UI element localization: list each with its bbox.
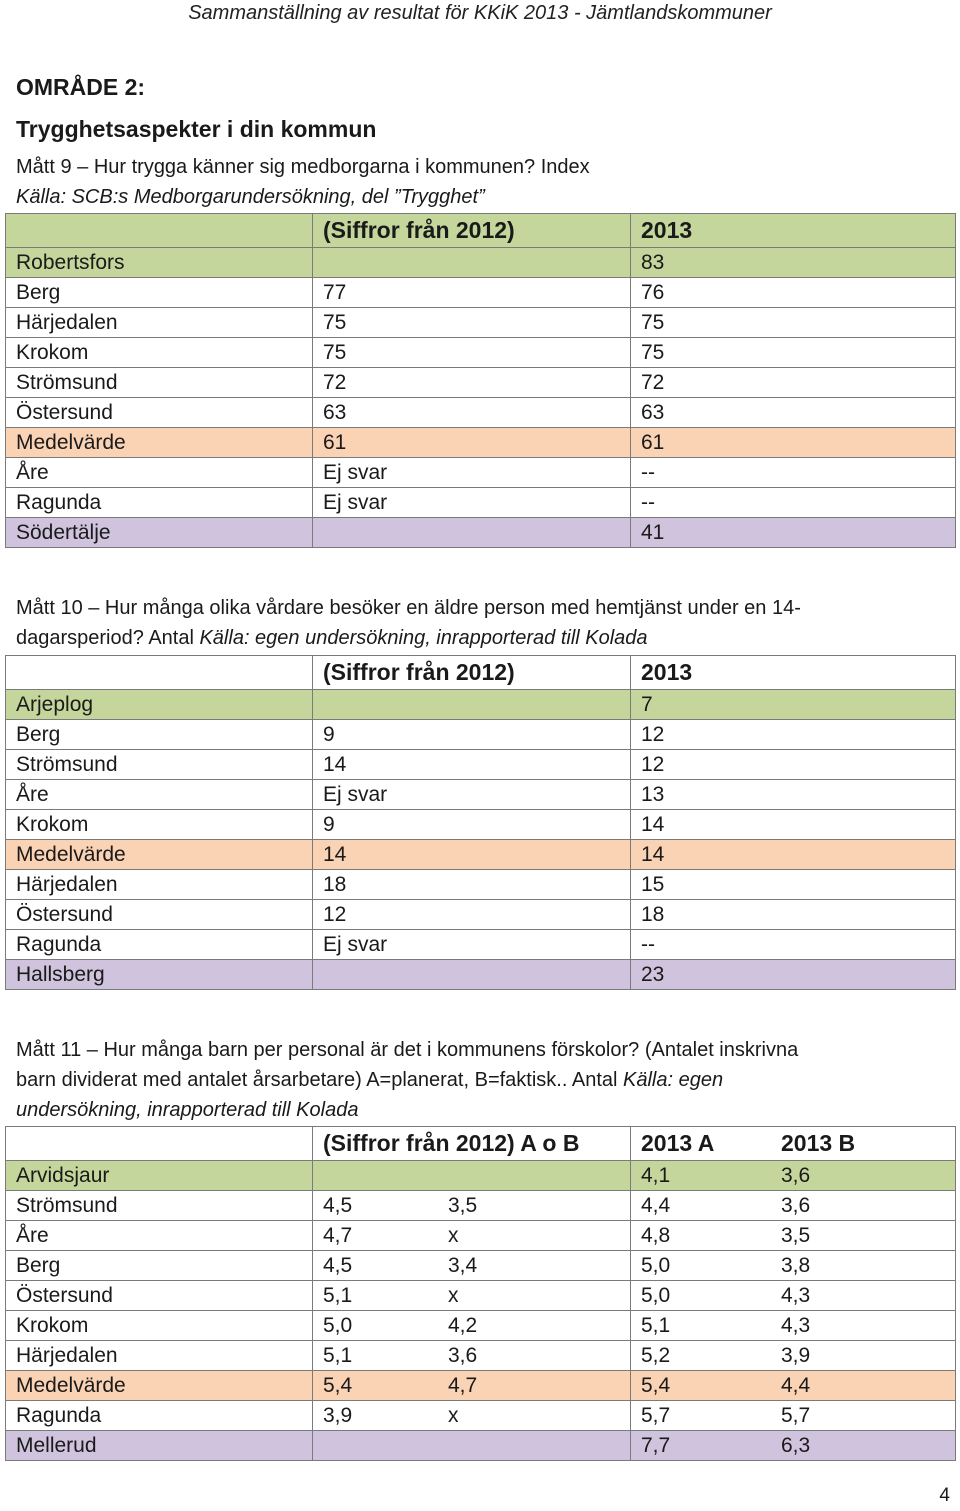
value-2013-cell bbox=[631, 1311, 956, 1341]
value-2012-a: 4,7 bbox=[323, 1224, 353, 1247]
table-row bbox=[6, 458, 956, 488]
municipality-cell: Ragunda bbox=[6, 488, 313, 518]
value-2012-cell: 12 bbox=[313, 900, 631, 930]
table-row bbox=[6, 398, 956, 428]
m11-question-line3 bbox=[16, 1095, 936, 1125]
value-2012-b: 4,7 bbox=[448, 1374, 478, 1397]
municipality-cell: Berg bbox=[6, 278, 313, 308]
value-2012-cell: Ej svar bbox=[313, 780, 631, 810]
value-2013-cell: 14 bbox=[631, 810, 956, 840]
m11-header-2013b: 2013 B bbox=[781, 1130, 856, 1156]
value-2013-cell: 13 bbox=[631, 780, 956, 810]
m11-header-2013a: 2013 A bbox=[641, 1130, 715, 1156]
m10-header-row bbox=[6, 656, 956, 690]
area-subtitle: Trygghetsaspekter i din kommun bbox=[16, 116, 377, 142]
value-2012-b: x bbox=[448, 1284, 459, 1307]
value-2012-cell bbox=[313, 960, 631, 990]
value-2013-a: 5,2 bbox=[641, 1344, 671, 1367]
value-2013-a: 5,0 bbox=[641, 1284, 671, 1307]
value-2012-b: x bbox=[448, 1404, 459, 1427]
m9-table bbox=[5, 213, 956, 548]
table-row bbox=[6, 278, 956, 308]
table-row bbox=[6, 518, 956, 548]
municipality-cell: Östersund bbox=[6, 1281, 313, 1311]
m11-header-empty bbox=[6, 1127, 313, 1161]
table-row bbox=[6, 1221, 956, 1251]
table-row bbox=[6, 248, 956, 278]
municipality-cell: Krokom bbox=[6, 810, 313, 840]
value-2013-cell bbox=[631, 1221, 956, 1251]
value-2012-cell: Ej svar bbox=[313, 930, 631, 960]
value-2012-b: 3,6 bbox=[448, 1344, 478, 1367]
municipality-cell: Berg bbox=[6, 720, 313, 750]
value-2012-a: 4,5 bbox=[323, 1254, 353, 1277]
value-2013-cell: 15 bbox=[631, 870, 956, 900]
table-row bbox=[6, 810, 956, 840]
m11-header-prev: (Siffror från 2012) A o B bbox=[313, 1127, 631, 1161]
value-2013-cell bbox=[631, 1371, 956, 1401]
value-2013-cell: 18 bbox=[631, 900, 956, 930]
table-row bbox=[6, 1281, 956, 1311]
value-2012-b: 3,4 bbox=[448, 1254, 478, 1277]
m11-source-part2: undersökning, inrapporterad till Kolada bbox=[16, 1099, 359, 1121]
table-row bbox=[6, 870, 956, 900]
municipality-cell: Härjedalen bbox=[6, 1341, 313, 1371]
value-2012-cell bbox=[313, 248, 631, 278]
municipality-cell: Berg bbox=[6, 1251, 313, 1281]
value-2013-cell bbox=[631, 1341, 956, 1371]
value-2013-cell bbox=[631, 1431, 956, 1461]
m10-header-empty bbox=[6, 656, 313, 690]
page-number: 4 bbox=[939, 1485, 950, 1506]
table-row bbox=[6, 930, 956, 960]
area-title: OMRÅDE 2: bbox=[16, 74, 146, 100]
value-2012-cell bbox=[313, 1371, 631, 1401]
value-2013-a: 4,1 bbox=[641, 1164, 671, 1187]
value-2013-a: 4,4 bbox=[641, 1194, 671, 1217]
value-2013-cell bbox=[631, 1191, 956, 1221]
value-2013-cell: 75 bbox=[631, 338, 956, 368]
table-row bbox=[6, 1161, 956, 1191]
value-2013-b: 6,3 bbox=[781, 1434, 811, 1457]
table-row bbox=[6, 1191, 956, 1221]
municipality-cell: Södertälje bbox=[6, 518, 313, 548]
value-2012-cell: 72 bbox=[313, 368, 631, 398]
table-row bbox=[6, 368, 956, 398]
table-row bbox=[6, 1371, 956, 1401]
m11-question-line1: Mått 11 – Hur många barn per personal är det i kommunens förskolor? (Antalet inskrivna bbox=[16, 1039, 799, 1061]
value-2013-a: 5,1 bbox=[641, 1314, 671, 1337]
municipality-cell: Strömsund bbox=[6, 368, 313, 398]
value-2012-a: 3,9 bbox=[323, 1404, 353, 1427]
m9-question: Mått 9 – Hur trygga känner sig medborgarna i kommunen? Index bbox=[16, 156, 590, 178]
value-2012-cell: 18 bbox=[313, 870, 631, 900]
value-2013-b: 5,7 bbox=[781, 1404, 811, 1427]
value-2013-cell: 14 bbox=[631, 840, 956, 870]
table-row bbox=[6, 840, 956, 870]
municipality-cell: Ragunda bbox=[6, 930, 313, 960]
value-2013-cell: 63 bbox=[631, 398, 956, 428]
municipality-cell: Strömsund bbox=[6, 750, 313, 780]
m9-source-line bbox=[16, 182, 936, 212]
municipality-cell: Arjeplog bbox=[6, 690, 313, 720]
value-2013-b: 4,3 bbox=[781, 1284, 811, 1307]
value-2013-b: 3,5 bbox=[781, 1224, 811, 1247]
table-row bbox=[6, 488, 956, 518]
value-2013-cell bbox=[631, 1251, 956, 1281]
municipality-cell: Medelvärde bbox=[6, 840, 313, 870]
m10-header-2013: 2013 bbox=[631, 656, 956, 690]
value-2012-cell bbox=[313, 1311, 631, 1341]
m9-header-empty bbox=[6, 214, 313, 248]
value-2012-cell: Ej svar bbox=[313, 458, 631, 488]
value-2012-cell: 75 bbox=[313, 338, 631, 368]
m10-source: Källa: egen undersökning, inrapporterad till Kolada bbox=[199, 627, 648, 649]
value-2012-a: 5,1 bbox=[323, 1344, 353, 1367]
value-2012-a: 4,5 bbox=[323, 1194, 353, 1217]
value-2012-b: 4,2 bbox=[448, 1314, 478, 1337]
m11-header-2013 bbox=[631, 1127, 956, 1161]
value-2012-cell: 9 bbox=[313, 810, 631, 840]
value-2012-cell bbox=[313, 1161, 631, 1191]
value-2013-cell: 7 bbox=[631, 690, 956, 720]
value-2012-cell: 14 bbox=[313, 840, 631, 870]
m10-question-line1: Mått 10 – Hur många olika vårdare besöker en äldre person med hemtjänst under en 14- bbox=[16, 597, 801, 619]
municipality-cell: Medelvärde bbox=[6, 1371, 313, 1401]
value-2012-a: 5,0 bbox=[323, 1314, 353, 1337]
value-2013-b: 3,8 bbox=[781, 1254, 811, 1277]
m9-header-prev: (Siffror från 2012) bbox=[313, 214, 631, 248]
value-2013-cell: -- bbox=[631, 458, 956, 488]
value-2013-a: 7,7 bbox=[641, 1434, 671, 1457]
municipality-cell: Härjedalen bbox=[6, 870, 313, 900]
table-row bbox=[6, 1401, 956, 1431]
value-2012-cell bbox=[313, 518, 631, 548]
value-2012-cell bbox=[313, 1251, 631, 1281]
municipality-cell: Östersund bbox=[6, 900, 313, 930]
municipality-cell: Åre bbox=[6, 1221, 313, 1251]
value-2012-cell bbox=[313, 1191, 631, 1221]
m11-table bbox=[5, 1126, 956, 1461]
value-2012-cell bbox=[313, 1221, 631, 1251]
value-2013-cell bbox=[631, 1281, 956, 1311]
table-row bbox=[6, 720, 956, 750]
municipality-cell: Hallsberg bbox=[6, 960, 313, 990]
municipality-cell: Strömsund bbox=[6, 1191, 313, 1221]
value-2013-cell bbox=[631, 1401, 956, 1431]
table-row bbox=[6, 1341, 956, 1371]
m9-header-2013: 2013 bbox=[631, 214, 956, 248]
value-2013-b: 3,9 bbox=[781, 1344, 811, 1367]
municipality-cell: Åre bbox=[6, 780, 313, 810]
municipality-cell: Mellerud bbox=[6, 1431, 313, 1461]
table-row bbox=[6, 690, 956, 720]
value-2013-cell: 12 bbox=[631, 750, 956, 780]
value-2012-cell: 77 bbox=[313, 278, 631, 308]
value-2012-cell: 61 bbox=[313, 428, 631, 458]
table-row bbox=[6, 338, 956, 368]
value-2012-b: x bbox=[448, 1224, 459, 1247]
value-2013-cell: 61 bbox=[631, 428, 956, 458]
municipality-cell: Medelvärde bbox=[6, 428, 313, 458]
value-2013-cell: 76 bbox=[631, 278, 956, 308]
document-header: Sammanställning av resultat för KKiK 2013 - Jämtlandskommuner bbox=[188, 2, 772, 24]
municipality-cell: Krokom bbox=[6, 1311, 313, 1341]
value-2013-b: 3,6 bbox=[781, 1194, 811, 1217]
table-row bbox=[6, 1431, 956, 1461]
municipality-cell: Krokom bbox=[6, 338, 313, 368]
value-2012-cell: 14 bbox=[313, 750, 631, 780]
value-2012-b: 3,5 bbox=[448, 1194, 478, 1217]
table-row bbox=[6, 900, 956, 930]
table-row bbox=[6, 960, 956, 990]
municipality-cell: Åre bbox=[6, 458, 313, 488]
value-2013-a: 4,8 bbox=[641, 1224, 671, 1247]
value-2013-cell: -- bbox=[631, 488, 956, 518]
m10-question-line2 bbox=[16, 623, 936, 653]
table-row bbox=[6, 780, 956, 810]
value-2013-b: 4,4 bbox=[781, 1374, 811, 1397]
m9-header-row bbox=[6, 214, 956, 248]
value-2013-cell: 83 bbox=[631, 248, 956, 278]
table-row bbox=[6, 308, 956, 338]
table-row bbox=[6, 1311, 956, 1341]
municipality-cell: Östersund bbox=[6, 398, 313, 428]
value-2013-cell: 75 bbox=[631, 308, 956, 338]
m10-header-prev: (Siffror från 2012) bbox=[313, 656, 631, 690]
m11-question-plain: barn dividerat med antalet årsarbetare) A=planerat, B=faktisk.. Antal bbox=[16, 1069, 624, 1091]
table-row bbox=[6, 750, 956, 780]
value-2012-cell bbox=[313, 1341, 631, 1371]
value-2012-cell bbox=[313, 1401, 631, 1431]
municipality-cell: Arvidsjaur bbox=[6, 1161, 313, 1191]
value-2013-cell: 41 bbox=[631, 518, 956, 548]
value-2012-cell: Ej svar bbox=[313, 488, 631, 518]
value-2013-cell: -- bbox=[631, 930, 956, 960]
m10-table bbox=[5, 655, 956, 990]
value-2013-a: 5,0 bbox=[641, 1254, 671, 1277]
value-2013-a: 5,4 bbox=[641, 1374, 671, 1397]
value-2013-cell: 72 bbox=[631, 368, 956, 398]
municipality-cell: Robertsfors bbox=[6, 248, 313, 278]
table-row bbox=[6, 1251, 956, 1281]
value-2013-b: 4,3 bbox=[781, 1314, 811, 1337]
m9-source: Källa: SCB:s Medborgarundersökning, del ”Trygghet” bbox=[16, 186, 485, 208]
value-2012-cell bbox=[313, 1281, 631, 1311]
value-2012-cell: 75 bbox=[313, 308, 631, 338]
municipality-cell: Ragunda bbox=[6, 1401, 313, 1431]
table-row bbox=[6, 428, 956, 458]
value-2012-cell: 9 bbox=[313, 720, 631, 750]
value-2012-cell bbox=[313, 1431, 631, 1461]
value-2012-cell bbox=[313, 690, 631, 720]
m10-question-plain: dagarsperiod? Antal bbox=[16, 627, 200, 649]
m11-header-row bbox=[6, 1127, 956, 1161]
municipality-cell: Härjedalen bbox=[6, 308, 313, 338]
value-2012-a: 5,4 bbox=[323, 1374, 353, 1397]
value-2013-cell bbox=[631, 1161, 956, 1191]
m11-source-part1: Källa: egen bbox=[623, 1069, 724, 1091]
value-2013-b: 3,6 bbox=[781, 1164, 811, 1187]
value-2012-cell: 63 bbox=[313, 398, 631, 428]
value-2013-a: 5,7 bbox=[641, 1404, 671, 1427]
value-2013-cell: 12 bbox=[631, 720, 956, 750]
value-2012-a: 5,1 bbox=[323, 1284, 353, 1307]
m11-question-line2 bbox=[16, 1065, 936, 1095]
value-2013-cell: 23 bbox=[631, 960, 956, 990]
